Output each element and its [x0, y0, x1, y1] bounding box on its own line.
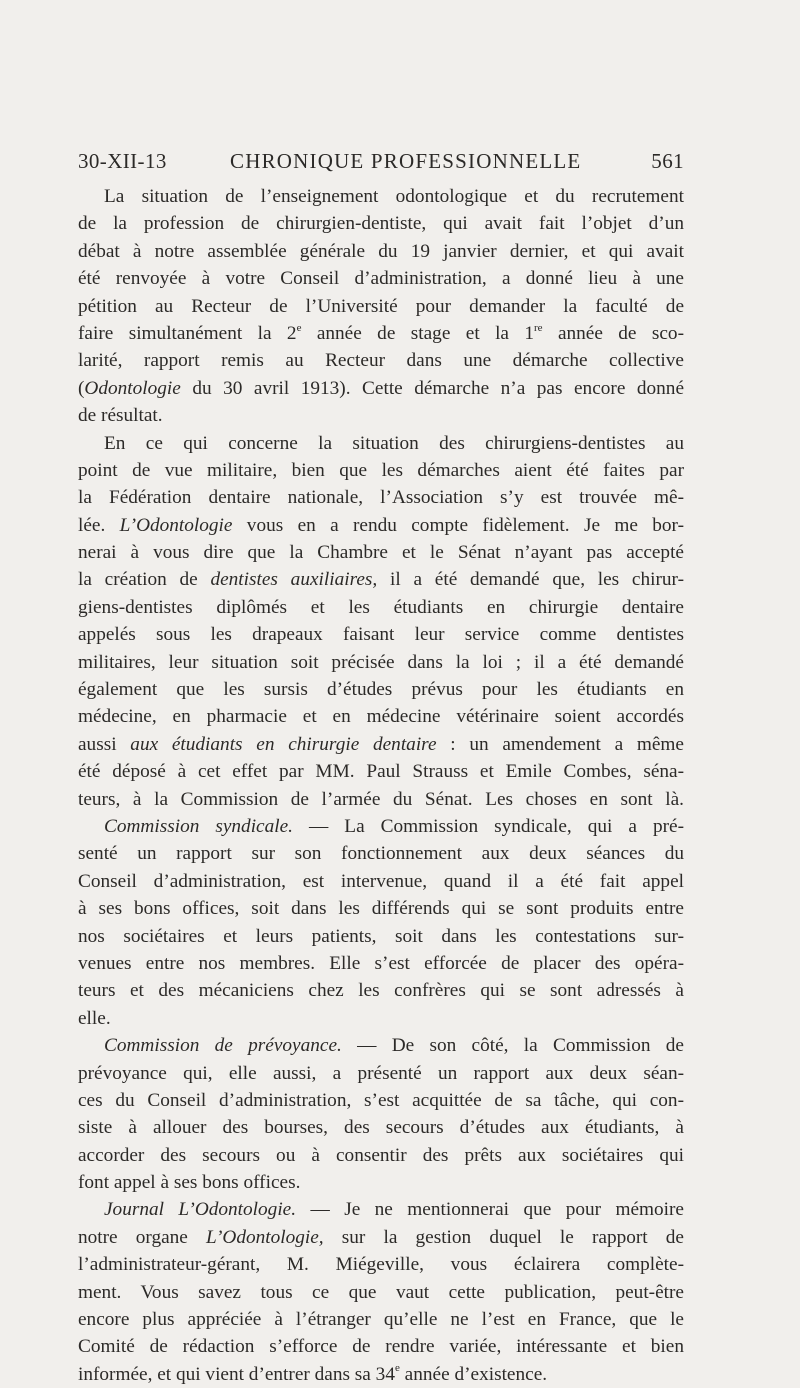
- text-run: accorder des secours ou à consentir des prêts aux sociétaires qui: [78, 1144, 684, 1166]
- text-line: [78, 758, 684, 785]
- text-run: l’administrateur-gérant, M. Miégeville, vous éclairera complète-: [78, 1254, 684, 1276]
- text-line: [78, 923, 684, 950]
- text-run: pétition au Recteur de l’Université pour demander la faculté de: [78, 295, 684, 317]
- text-run: aussi: [78, 733, 131, 755]
- text-line: [78, 1087, 684, 1114]
- text-run: la création de: [78, 569, 211, 591]
- text-run: été renvoyée à votre Conseil d’administration, a donné lieu à une: [78, 268, 684, 290]
- text-run: siste à allouer des bourses, des secours d’études aux étudiants, à: [78, 1117, 684, 1139]
- text-line: [78, 1333, 684, 1360]
- text-run: nerai à vous dire que la Chambre et le Sénat n’ayant pas accepté: [78, 542, 684, 564]
- text-run: année de sco-: [542, 322, 684, 344]
- text-run: sur la gestion duquel le rapport de: [323, 1226, 684, 1248]
- text-line: [78, 813, 684, 840]
- text-line: [78, 786, 684, 813]
- text-run: de résultat.: [78, 405, 163, 427]
- italic-text: L’Odontologie: [119, 514, 233, 536]
- text-line: [78, 895, 684, 922]
- text-line: [78, 621, 684, 648]
- text-line: [78, 731, 684, 758]
- text-run: Comité de rédaction s’efforce de rendre variée, intéressante et bien: [78, 1336, 684, 1358]
- header-date: 30-XII-13: [78, 149, 167, 173]
- text-line: [78, 1005, 684, 1032]
- body-text: [78, 183, 684, 1388]
- italic-text: Journal L’Odontologie.: [104, 1199, 297, 1221]
- text-line: [78, 347, 684, 374]
- text-line: [78, 1142, 684, 1169]
- text-line: [78, 484, 684, 511]
- text-line: [78, 1361, 684, 1388]
- text-line: [78, 977, 684, 1004]
- text-run: lée.: [78, 514, 120, 536]
- text-run: année de stage et la 1: [301, 322, 535, 344]
- text-line: [78, 457, 684, 484]
- text-run: elle.: [78, 1007, 111, 1029]
- superscript: e: [296, 321, 302, 334]
- text-line: [78, 1196, 684, 1223]
- text-run: senté un rapport sur son fonctionnement aux deux séances du: [78, 843, 684, 865]
- text-run: — De son côté, la Commission de: [341, 1035, 684, 1057]
- text-line: [78, 1251, 684, 1278]
- text-line: [78, 703, 684, 730]
- text-line: [78, 840, 684, 867]
- text-line: [78, 265, 684, 292]
- italic-text: Odontologie: [84, 377, 181, 399]
- page-number: 561: [651, 149, 684, 173]
- text-line: [78, 1032, 684, 1059]
- text-run: Conseil d’administration, est intervenue, quand il a été fait appel: [78, 870, 684, 892]
- italic-text: aux étudiants en chirurgie dentaire: [130, 733, 437, 755]
- text-line: [78, 950, 684, 977]
- text-line: [78, 430, 684, 457]
- text-run: ces du Conseil d’administration, s’est acquittée de sa tâche, qui con-: [78, 1089, 684, 1111]
- text-run: vous en a rendu compte fidèlement. Je me bor-: [232, 514, 684, 536]
- text-line: [78, 1306, 684, 1333]
- text-line: [78, 320, 684, 347]
- text-run: prévoyance qui, elle aussi, a présenté un rapport aux deux séan-: [78, 1062, 684, 1084]
- text-line: [78, 1114, 684, 1141]
- text-run: de la profession de chirurgien-dentiste, qui avait fait l’objet d’un: [78, 213, 684, 235]
- text-line: [78, 1279, 684, 1306]
- italic-text: dentistes auxiliaires,: [210, 569, 378, 591]
- text-run: notre organe: [78, 1226, 206, 1248]
- text-run: — Je ne mentionnerai que pour mémoire: [296, 1199, 684, 1221]
- text-run: point de vue militaire, bien que les démarches aient été faites par: [78, 459, 684, 481]
- superscript: re: [534, 321, 543, 334]
- text-run: (: [78, 377, 85, 399]
- text-run: La situation de l’enseignement odontologique et du recrutement: [104, 186, 684, 207]
- text-line: [78, 566, 684, 593]
- text-run: du 30 avril 1913). Cette démarche n’a pas encore donné: [180, 377, 684, 399]
- text-run: informée, et qui vient d’entrer dans sa 34: [78, 1363, 395, 1385]
- text-line: [78, 375, 684, 402]
- italic-text: Commission syndicale.: [104, 815, 293, 837]
- text-run: encore plus appréciée à l’étranger qu’elle ne l’est en France, que le: [78, 1309, 684, 1331]
- text-line: [78, 238, 684, 265]
- text-line: [78, 512, 684, 539]
- text-run: faire simultanément la 2: [78, 322, 297, 344]
- text-line: [78, 210, 684, 237]
- text-run: année d’existence.: [399, 1363, 548, 1385]
- text-line: [78, 1060, 684, 1087]
- text-line: [78, 649, 684, 676]
- text-run: font appel à ses bons offices.: [78, 1172, 301, 1194]
- text-line: [78, 868, 684, 895]
- header-title: CHRONIQUE PROFESSIONNELLE: [230, 149, 582, 173]
- italic-text: L’Odontologie,: [205, 1226, 324, 1248]
- text-line: [78, 1224, 684, 1251]
- text-line: [78, 676, 684, 703]
- text-line: [78, 1169, 684, 1196]
- text-run: teurs et des mécaniciens chez les confrères qui se sont adressés à: [78, 980, 684, 1002]
- text-run: venues entre nos membres. Elle s’est efforcée de placer des opéra-: [78, 952, 684, 974]
- text-run: nos sociétaires et leurs patients, soit dans les contestations sur-: [78, 925, 684, 947]
- text-line: [78, 594, 684, 621]
- text-run: larité, rapport remis au Recteur dans une démarche collective: [78, 350, 684, 372]
- text-run: à ses bons offices, soit dans les différends qui se sont produits entre: [78, 898, 684, 920]
- italic-text: Commission de prévoyance.: [104, 1035, 342, 1057]
- text-line: [78, 293, 684, 320]
- text-run: été déposé à cet effet par MM. Paul Strauss et Emile Combes, séna-: [78, 761, 684, 783]
- text-run: giens-dentistes diplômés et les étudiants en chirurgie dentaire: [78, 596, 684, 618]
- text-run: médecine, en pharmacie et en médecine vétérinaire soient accordés: [78, 706, 684, 728]
- text-run: également que les sursis d’études prévus pour les étudiants en: [78, 679, 684, 701]
- superscript: e: [394, 1362, 400, 1375]
- text-run: En ce qui concerne la situation des chirurgiens-dentistes au: [104, 432, 684, 454]
- text-run: — La Commission syndicale, qui a pré-: [293, 815, 684, 837]
- text-line: [78, 402, 684, 429]
- text-line: [78, 183, 684, 210]
- text-run: la Fédération dentaire nationale, l’Association s’y est trouvée mê-: [78, 487, 684, 509]
- text-run: il a été demandé que, les chirur-: [377, 569, 684, 591]
- text-run: militaires, leur situation soit précisée dans la loi ; il a été demandé: [78, 651, 684, 673]
- text-run: appelés sous les drapeaux faisant leur service comme dentistes: [78, 624, 684, 646]
- text-run: teurs, à la Commission de l’armée du Sénat. Les choses en sont là.: [78, 788, 684, 810]
- text-run: : un amendement a même: [436, 733, 684, 755]
- text-run: débat à notre assemblée générale du 19 janvier dernier, et qui avait: [78, 240, 684, 262]
- text-line: [78, 539, 684, 566]
- text-run: ment. Vous savez tous ce que vaut cette publication, peut-être: [78, 1281, 684, 1303]
